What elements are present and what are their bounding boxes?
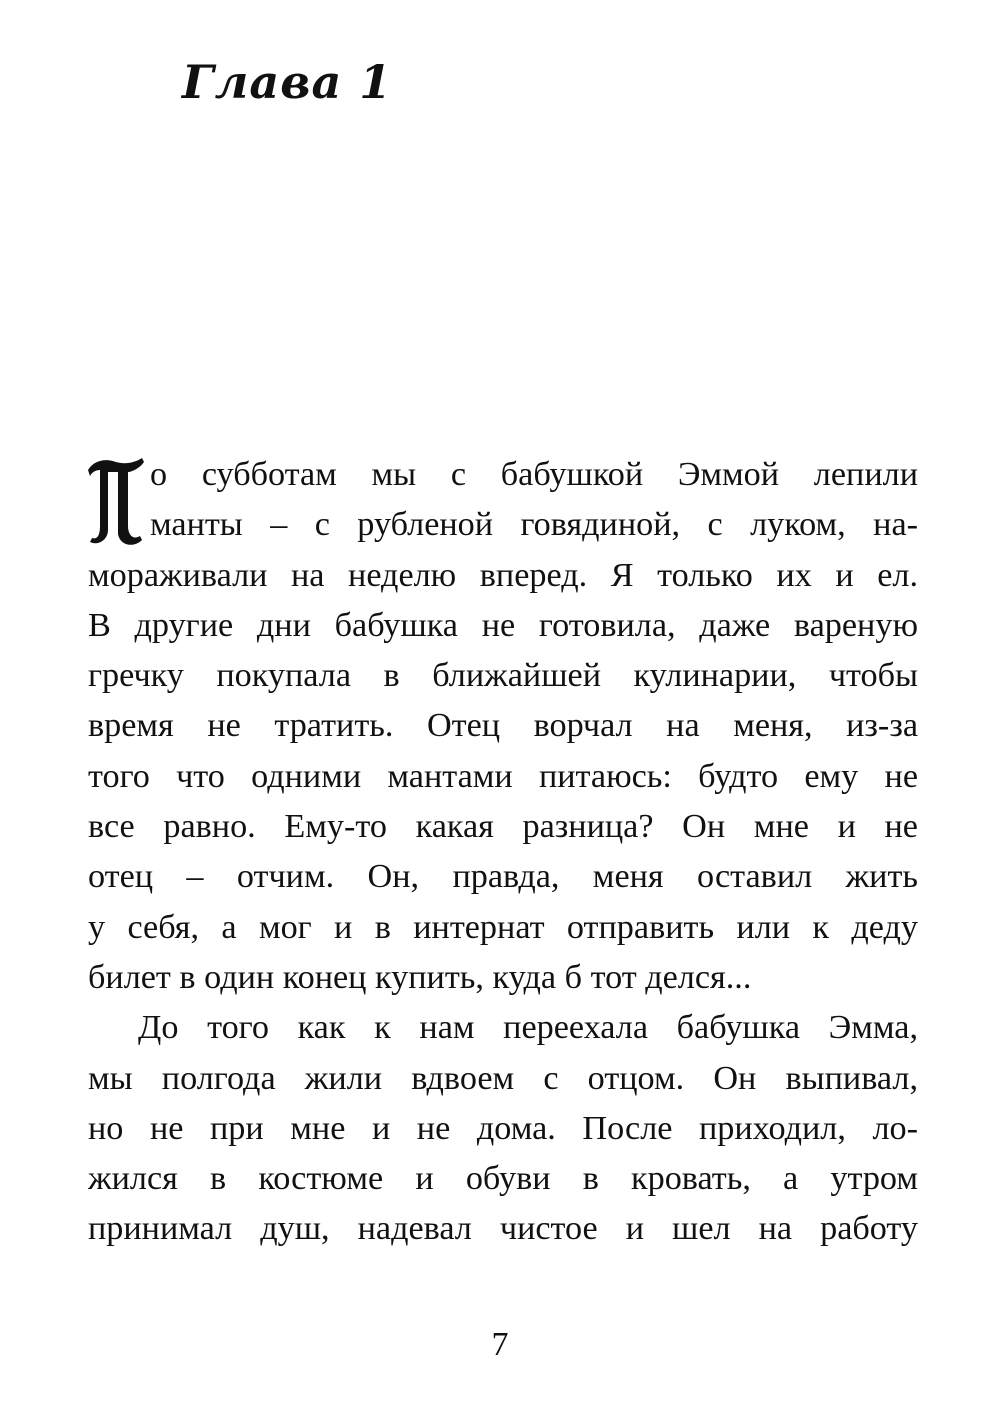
text-line: манты – с рубленой говядиной, с луком, на- bbox=[150, 506, 918, 544]
text-line: у себя, а мог и в интернат отправить или к деду bbox=[88, 908, 918, 946]
chapter-title: Глава 1 bbox=[182, 55, 393, 109]
text-line: гречку покупала в ближайшей кулинарии, чтобы bbox=[88, 657, 918, 695]
text-line: До того как к нам переехала бабушка Эмма, bbox=[138, 1009, 918, 1047]
text-line: отец – отчим. Он, правда, меня оставил жить bbox=[88, 858, 918, 896]
text-line: билет в один конец купить, куда б тот делся... bbox=[88, 958, 752, 996]
text-line: о субботам мы с бабушкой Эммой лепили bbox=[150, 456, 918, 493]
page-number: 7 bbox=[491, 1326, 509, 1363]
text-line: мораживали на неделю вперед. Я только их и ел. bbox=[88, 556, 918, 594]
text-line: того что одними мантами питаюсь: будто ему не bbox=[88, 757, 918, 795]
text-line: В другие дни бабушка не готовила, даже вареную bbox=[88, 606, 918, 644]
text-line: мы полгода жили вдвоем с отцом. Он выпивал, bbox=[88, 1059, 918, 1097]
text-line: все равно. Ему-то какая разница? Он мне и не bbox=[88, 808, 918, 846]
text-line: но не при мне и не дома. После приходил, ло- bbox=[88, 1109, 918, 1147]
text-line: жился в костюме и обуви в кровать, а утром bbox=[88, 1160, 918, 1198]
drop-cap-letter bbox=[84, 456, 146, 546]
text-line: принимал душ, надевал чистое и шел на работу bbox=[88, 1210, 918, 1248]
body-text bbox=[88, 450, 918, 1255]
text-line: время не тратить. Отец ворчал на меня, из-за bbox=[88, 707, 918, 745]
